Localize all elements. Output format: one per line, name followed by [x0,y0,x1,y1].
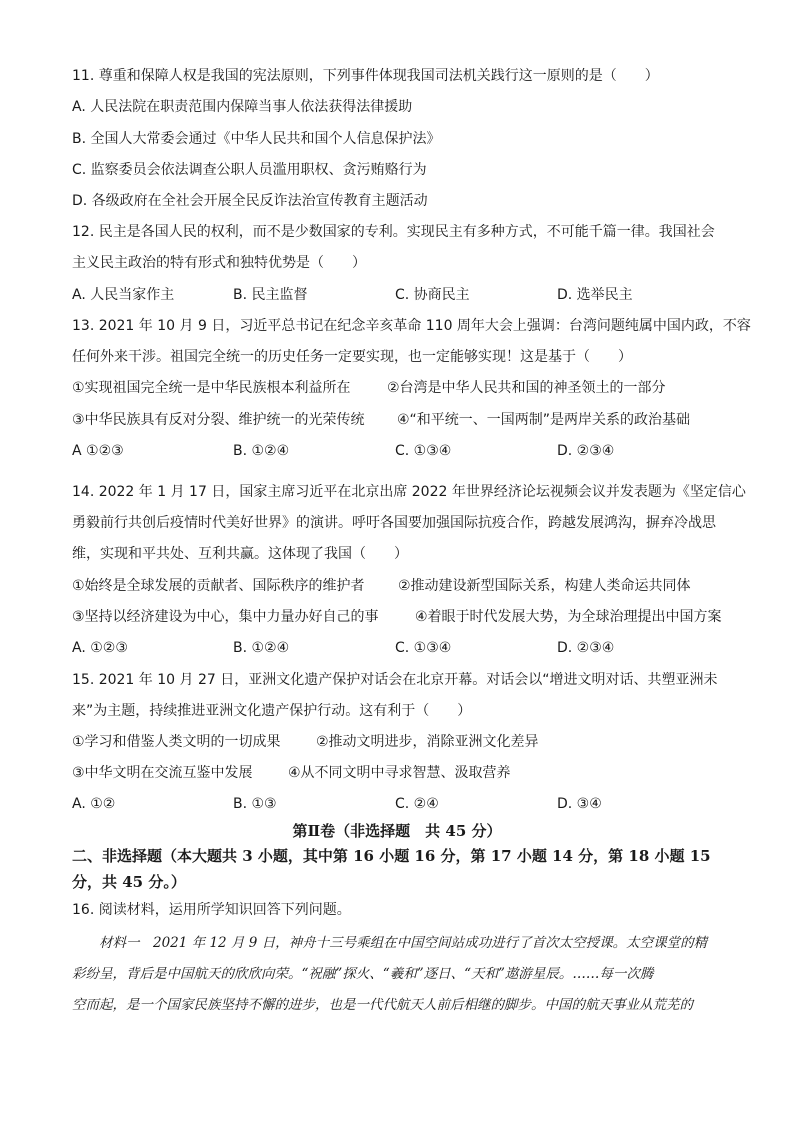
section-heading-line1: 二、非选择题（本大题共 3 小题，其中第 16 小题 16 分，第 17 小题 14 分，第 18 小题 15 [72,847,711,865]
q16-stem: 16. 阅读材料，运用所学知识回答下列问题。 [72,902,351,918]
q15-statement-3: ③中华文明在交流互鉴中发展 [72,765,253,781]
q15-stem-line2: 来”为主题，持续推进亚洲文化遗产保护行动。这有利于（ ） [72,703,472,719]
q13-option-a: A ①②③ [72,443,124,459]
q14-option-b: B. ①②④ [233,640,290,656]
q14-option-c: C. ①③④ [395,640,452,656]
q12-option-a: A. 人民当家作主 [72,287,175,303]
q12-option-b: B. 民主监督 [233,287,308,303]
q16-material-line1: 材料一 2021 年 12 月 9 日，神舟十三号乘组在中国空间站成功进行了首次太空授课。太空课堂的精 [72,935,708,951]
section-heading-line2: 分，共 45 分。） [72,873,186,891]
q14-statement-2: ②推动建设新型国际关系，构建人类命运共同体 [398,578,691,594]
q13-statement-2: ②台湾是中华人民共和国的神圣领土的一部分 [387,380,666,396]
q14-stem-line2: 勇毅前行共创后疫情时代美好世界》的演讲。呼吁各国要加强国际抗疫合作，跨越发展鸿沟，摒弃冷战思 [72,515,716,531]
q15-statement-4: ④从不同文明中寻求智慧、汲取营养 [288,765,511,781]
q12-stem-line2: 主义民主政治的特有形式和独特优势是（ ） [72,255,366,271]
q13-stem-line2: 任何外来干涉。祖国完全统一的历史任务一定要实现，也一定能够实现！这是基于（ ） [72,349,632,365]
q14-statement-4: ④着眼于时代发展大势，为全球治理提出中国方案 [415,609,722,625]
q11-option-a: A. 人民法院在职责范围内保障当事人依法获得法律援助 [72,99,413,115]
q11-option-b: B. 全国人大常委会通过《中华人民共和国个人信息保护法》 [72,131,441,147]
q14-stem-line3: 维，实现和平共处、互利共赢。这体现了我国（ ） [72,546,408,562]
q15-statement-2: ②推动文明进步，消除亚洲文化差异 [316,734,539,750]
q16-material-line2: 彩纷呈，背后是中国航天的欣欣向荣。“祝融”探火、“羲和”逐日、“天和”遨游星辰。……每一次腾 [72,966,654,982]
q15-stem-line1: 15. 2021 年 10 月 27 日，亚洲文化遗产保护对话会在北京开幕。对话会以“增进文明对话、共塑亚洲未 [72,672,718,688]
q11-stem: 11. 尊重和保障人权是我国的宪法原则，下列事件体现我国司法机关践行这一原则的是（ ） [72,68,659,84]
q13-option-c: C. ①③④ [395,443,452,459]
q14-stem-line1: 14. 2022 年 1 月 17 日，国家主席习近平在北京出席 2022 年世界经济论坛视频会议并发表题为《坚定信心 [72,484,746,500]
q14-option-d: D. ②③④ [557,640,615,656]
q15-option-d: D. ③④ [557,796,602,812]
q14-statement-3: ③坚持以经济建设为中心，集中力量办好自己的事 [72,609,379,625]
q13-option-d: D. ②③④ [557,443,615,459]
q15-option-b: B. ①③ [233,796,277,812]
q12-option-c: C. 协商民主 [395,287,470,303]
q16-material-line3: 空而起，是一个国家民族坚持不懈的进步，也是一代代航天人前后相继的脚步。中国的航天事业从荒芜的 [72,997,693,1013]
q14-statement-1: ①始终是全球发展的贡献者、国际秩序的维护者 [72,578,365,594]
q14-option-a: A. ①②③ [72,640,128,656]
q13-option-b: B. ①②④ [233,443,290,459]
q13-statement-3: ③中华民族具有反对分裂、维护统一的光荣传统 [72,412,365,428]
q15-option-c: C. ②④ [395,796,439,812]
q11-option-d: D. 各级政府在全社会开展全民反诈法治宣传教育主题活动 [72,193,428,209]
q12-option-d: D. 选举民主 [557,287,633,303]
q11-option-c: C. 监察委员会依法调查公职人员滥用职权、贪污贿赂行为 [72,162,427,178]
q13-statement-4: ④“和平统一、一国两制”是两岸关系的政治基础 [397,412,691,428]
part-two-title: 第Ⅱ卷（非选择题 共 45 分） [292,822,502,840]
q13-stem-line1: 13. 2021 年 10 月 9 日，习近平总书记在纪念辛亥革命 110 周年大会上强调：台湾问题纯属中国内政，不容 [72,318,751,334]
q13-statement-1: ①实现祖国完全统一是中华民族根本利益所在 [72,380,351,396]
q12-stem-line1: 12. 民主是各国人民的权利，而不是少数国家的专利。实现民主有多种方式，不可能千篇一律。我国社会 [72,224,715,240]
q15-statement-1: ①学习和借鉴人类文明的一切成果 [72,734,281,750]
q15-option-a: A. ①② [72,796,116,812]
